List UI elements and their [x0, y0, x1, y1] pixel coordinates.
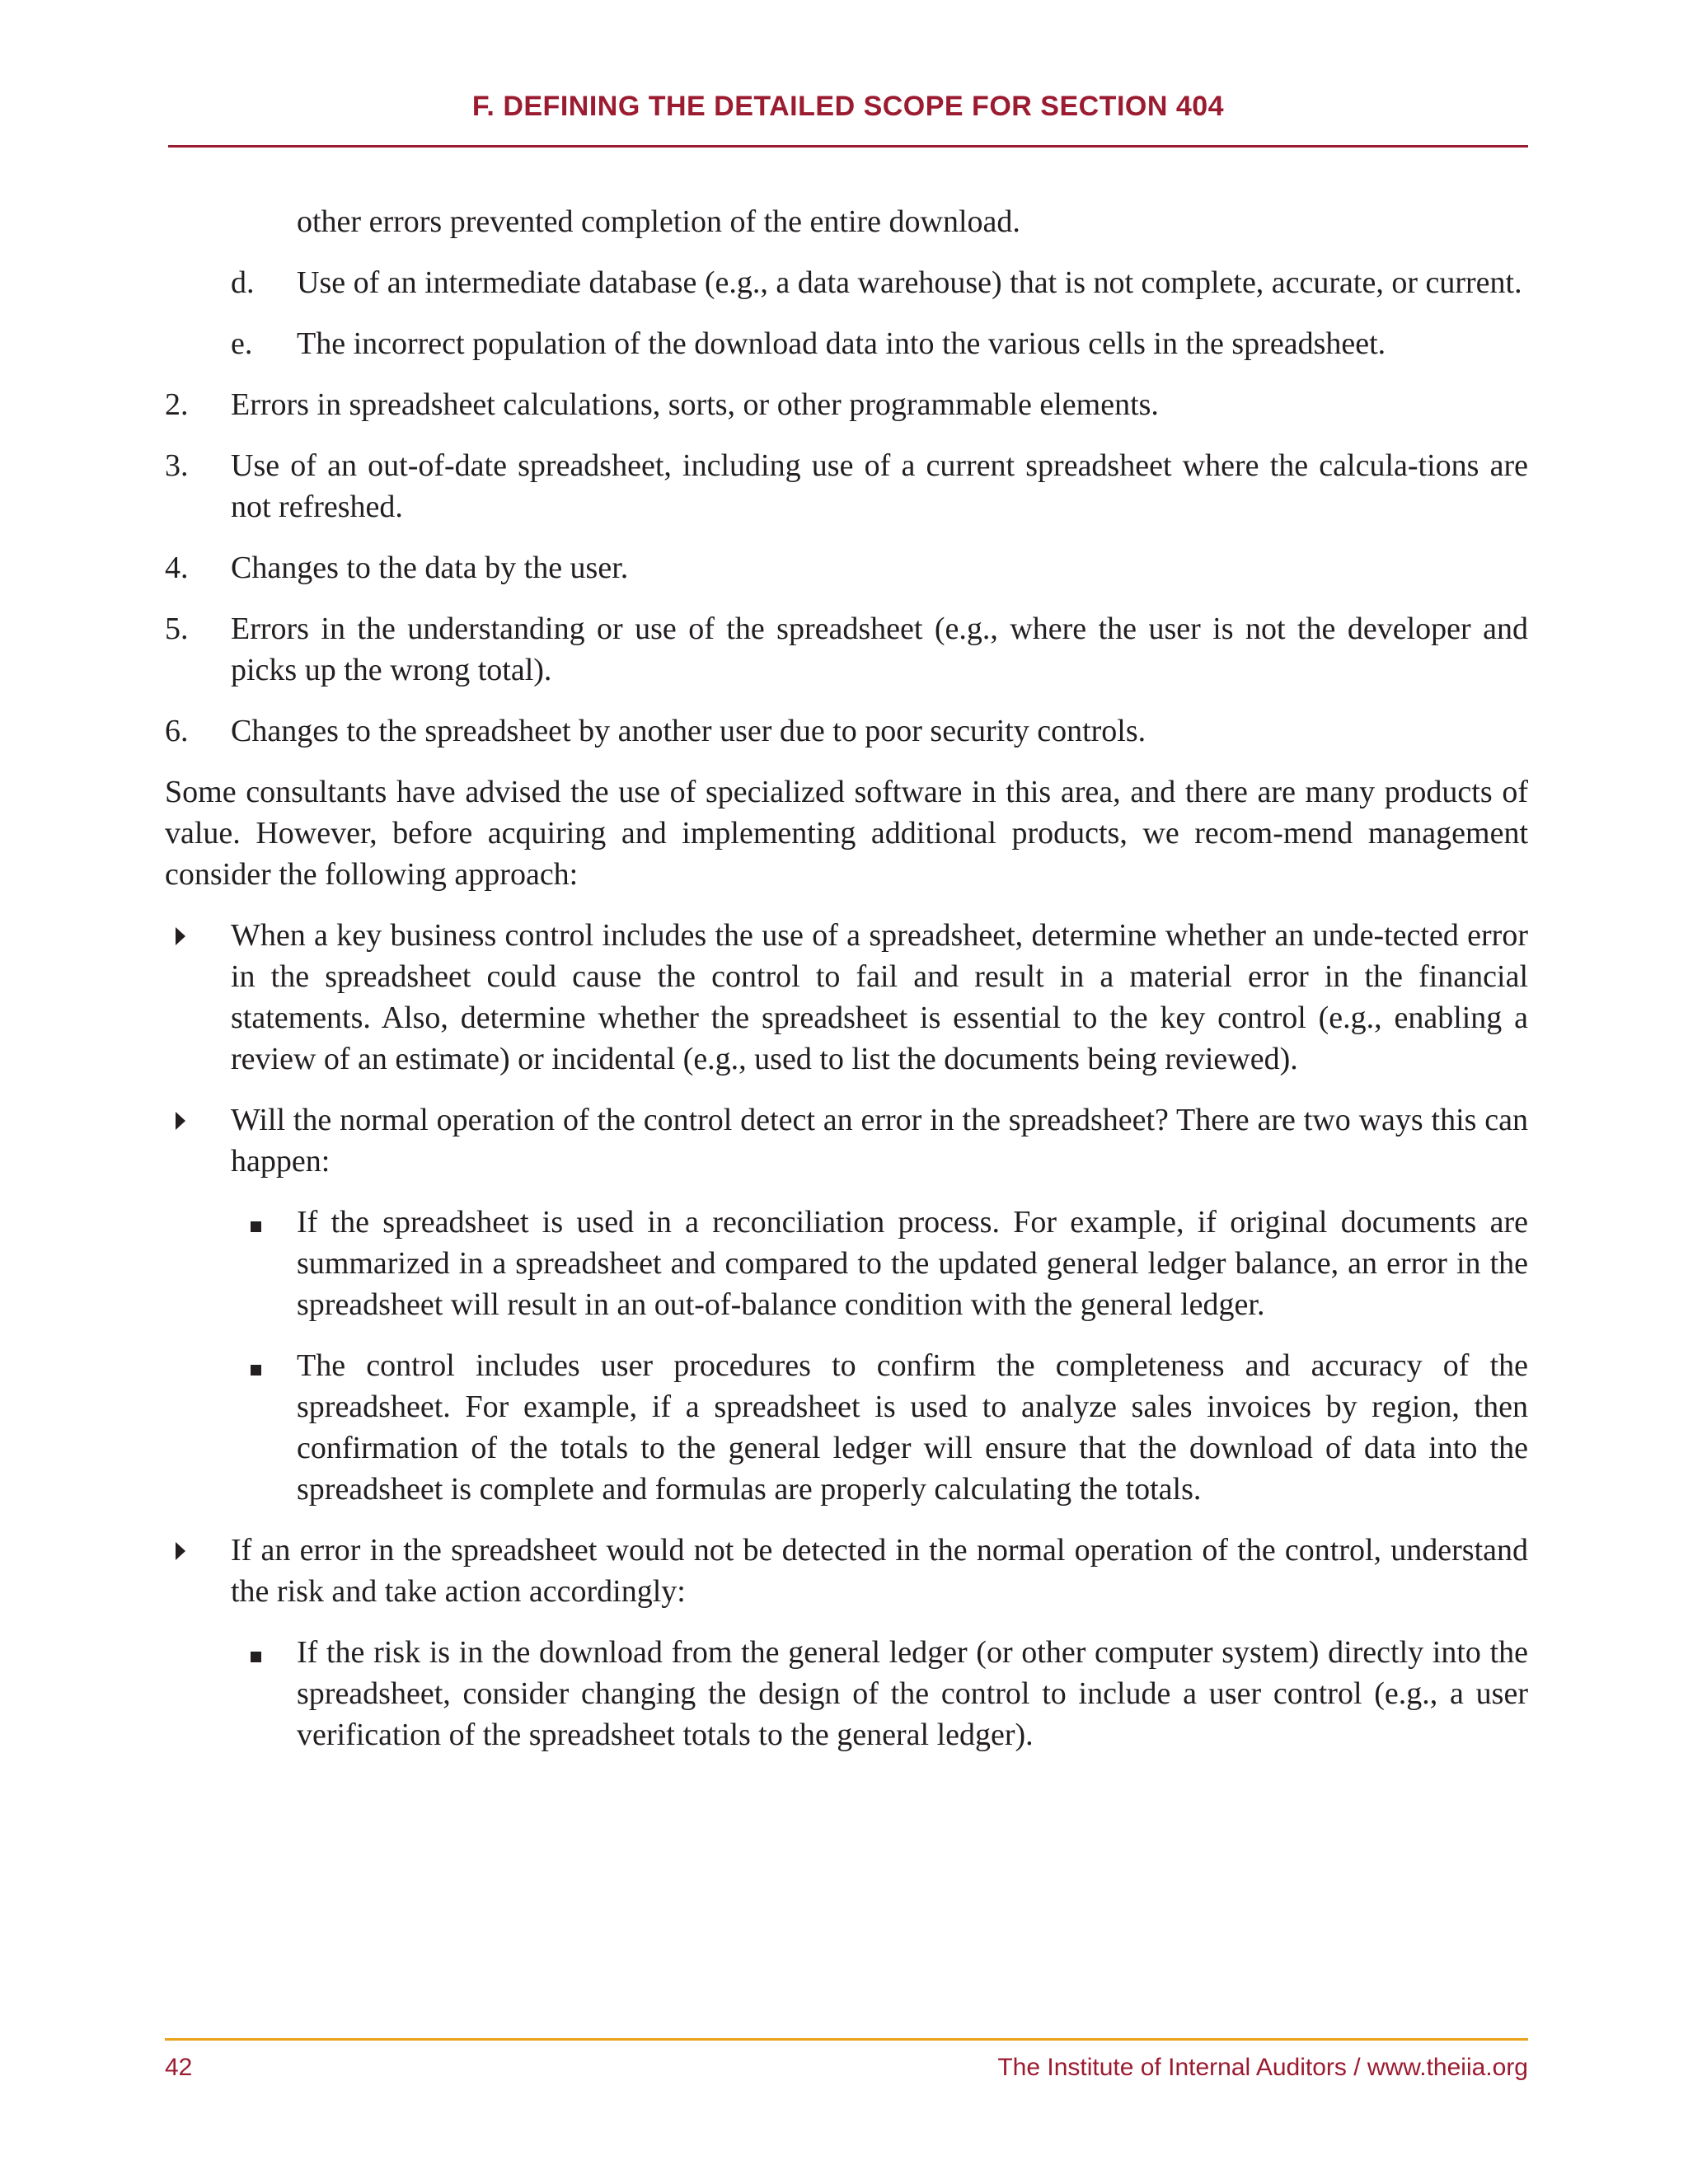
- page-number: 42: [165, 2054, 193, 2081]
- numbered-item-2: [165, 384, 1528, 425]
- square-bullet-icon: [251, 1221, 261, 1232]
- sub-bullet-text: If the risk is in the download from the general ledger (or other computer system) directly into the spreadsheet, consider changing the design of the control to include a user control (e.g., a user verification of the spreadsheet totals to the general ledger).: [297, 1635, 1528, 1752]
- bullet-item: [165, 915, 1528, 1080]
- numbered-item-5: [165, 608, 1528, 691]
- continuation-line: [297, 201, 1528, 242]
- numbered-item-4: [165, 547, 1528, 588]
- list-item-text: The incorrect population of the download data into the various cells in the spreadsheet.: [297, 326, 1386, 361]
- continuation-text: other errors prevented completion of the entire download.: [297, 204, 1020, 239]
- bullet-item: [165, 1530, 1528, 1612]
- list-marker: 5.: [165, 612, 189, 646]
- footer-organization: The Institute of Internal Auditors / www.theiia.org: [997, 2054, 1528, 2081]
- numbered-item-3: [165, 445, 1528, 527]
- numbered-item-6: [165, 710, 1528, 752]
- footer-rule: [165, 2038, 1528, 2041]
- sub-bullet-text: The control includes user procedures to confirm the completeness and accuracy of the spreadsheet. For example, if a spreadsheet is used to analyze sales invoices by region, then confirmation of the totals to the general ledger will ensure that the download of data into the spreadsheet is complete and formulas are properly calculating the totals.: [297, 1348, 1528, 1507]
- bullet-item: [165, 1099, 1528, 1182]
- arrow-bullet-icon: [176, 1112, 185, 1130]
- list-item-text: Errors in the understanding or use of the spreadsheet (e.g., where the user is not the developer and picks up the wrong total).: [231, 612, 1528, 687]
- list-marker: 4.: [165, 551, 189, 585]
- sub-bullet-text: If the spreadsheet is used in a reconciliation process. For example, if original documents are summarized in a spreadsheet and compared to the updated general ledger balance, an error in the spreadsheet will result in an out-of-balance condition with the general ledger.: [297, 1205, 1528, 1322]
- page-header-title: F. DEFINING THE DETAILED SCOPE FOR SECTION 404: [471, 91, 1225, 122]
- list-item-text: Use of an intermediate database (e.g., a data warehouse) that is not complete, accurate, or current.: [297, 265, 1522, 300]
- bullet-text: If an error in the spreadsheet would not be detected in the normal operation of the control, understand the risk and take action accordingly:: [231, 1533, 1528, 1609]
- list-item-d: [231, 262, 1528, 303]
- list-marker: e.: [231, 326, 253, 361]
- list-item-e: [231, 323, 1528, 364]
- sub-bullet-item: [231, 1345, 1528, 1510]
- page-content: [165, 201, 1528, 1775]
- bullet-text: Will the normal operation of the control detect an error in the spreadsheet? There are two ways this can happen:: [231, 1103, 1528, 1179]
- list-marker: 2.: [165, 387, 189, 422]
- arrow-bullet-icon: [176, 1542, 185, 1560]
- sub-bullet-item: [231, 1202, 1528, 1325]
- square-bullet-icon: [251, 1365, 261, 1376]
- list-item-text: Use of an out-of-date spreadsheet, including use of a current spreadsheet where the calcula-tions are not refreshed.: [231, 448, 1528, 524]
- bullet-text: When a key business control includes the use of a spreadsheet, determine whether an unde-tected error in the spreadsheet could cause the control to fail and result in a material error in the financial statements. Also, determine whether the spreadsheet is essential to the key control (e.g., enabling a review of an estimate) or incidental (e.g., used to list the documents being reviewed).: [231, 918, 1528, 1076]
- arrow-bullet-icon: [176, 927, 185, 945]
- list-marker: 6.: [165, 714, 189, 748]
- square-bullet-icon: [251, 1652, 261, 1662]
- header-rule: [168, 145, 1528, 148]
- list-marker: d.: [231, 265, 255, 300]
- list-item-text: Changes to the spreadsheet by another user due to poor security controls.: [231, 714, 1146, 748]
- list-marker: 3.: [165, 448, 189, 483]
- list-item-text: Changes to the data by the user.: [231, 551, 629, 585]
- sub-bullet-item: [231, 1632, 1528, 1755]
- intro-paragraph: Some consultants have advised the use of specialized software in this area, and there are many products of value. However, before acquiring and implementing additional products, we recom-mend management consider the following approach:: [165, 775, 1528, 892]
- list-item-text: Errors in spreadsheet calculations, sorts, or other programmable elements.: [231, 387, 1159, 422]
